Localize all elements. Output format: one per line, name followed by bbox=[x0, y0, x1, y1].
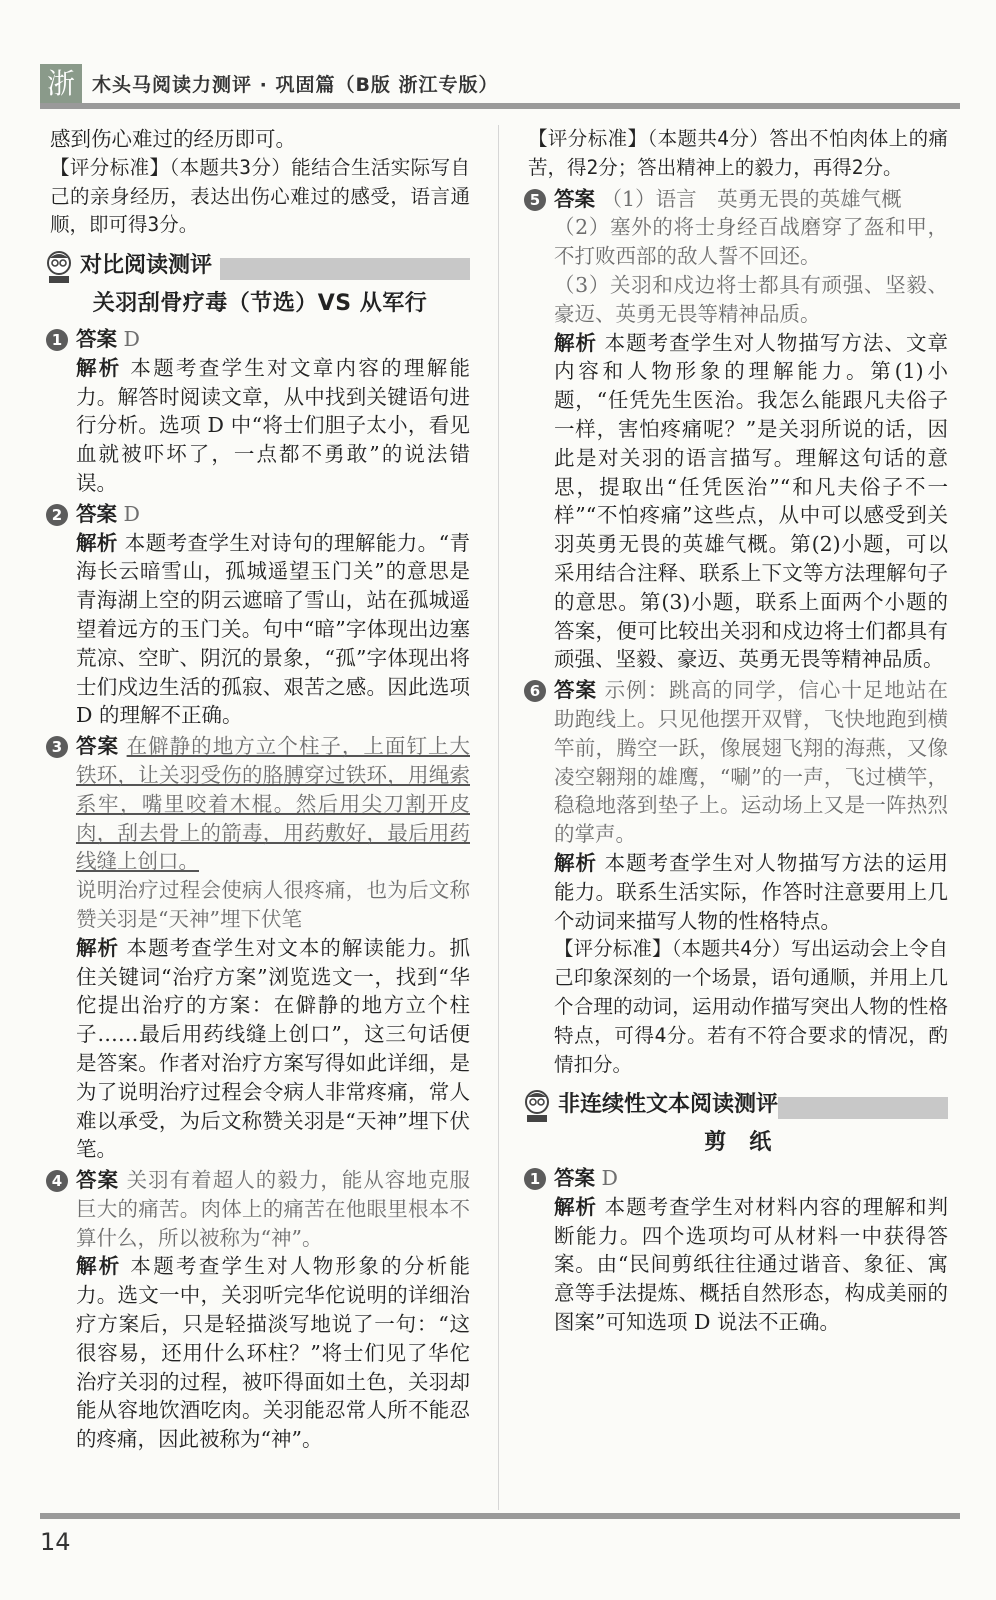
question-6 bbox=[528, 676, 948, 1079]
question-4 bbox=[50, 1166, 470, 1454]
reader-icon bbox=[522, 1089, 552, 1123]
intro-criteria: 【评分标准】（本题共3分）能结合生活实际写自己的亲身经历，表达出伤心难过的感受，语言通顺，即可得3分。 bbox=[50, 155, 470, 237]
page-number: 14 bbox=[40, 1528, 71, 1556]
page-header bbox=[40, 64, 960, 104]
article-subtitle: 关羽刮骨疗毒（节选）VS 从军行 bbox=[92, 291, 428, 317]
section-comparative-reading bbox=[50, 248, 470, 288]
answer-label: 答案 bbox=[76, 501, 117, 526]
header-title: 木头马阅读力测评 · 巩固篇（B版 浙江专版） bbox=[92, 74, 499, 96]
left-column bbox=[50, 125, 470, 1454]
column-divider bbox=[498, 125, 499, 1510]
intro-text: 感到伤心难过的经历即可。 bbox=[50, 127, 296, 151]
analysis-label: 解析 bbox=[76, 355, 122, 380]
answer-label: 答案 bbox=[76, 1168, 120, 1193]
answer-text: 关羽有着超人的毅力，能从容地克服巨大的痛苦。肉体上的痛苦在他眼里根本不算什么，所以被称为“神”。 bbox=[76, 1168, 470, 1250]
analysis-text: 本题考查学生对文章内容的理解能力。解答时阅读文章，从中找到关键语句进行分析。选项 D 中“将士们胆子太小，看见血就被吓坏了，一点都不勇敢”的说法错误。 bbox=[76, 355, 470, 495]
question-number: 4 bbox=[46, 1170, 68, 1192]
answer-text: D bbox=[601, 1166, 618, 1191]
header-badge: 浙 bbox=[40, 64, 82, 104]
analysis-label: 解析 bbox=[76, 530, 118, 555]
answer-label: 答案 bbox=[554, 186, 595, 211]
analysis-label: 解析 bbox=[76, 935, 120, 960]
answer-underlined-text: 在僻静的地方立个柱子，上面钉上大铁环，让关羽受伤的胳膊穿过铁环，用绳索系牢，嘴里咬着木棍。然后用尖刀割开皮肉，刮去骨上的箭毒，用药敷好，最后用药线缝上创口。 bbox=[76, 734, 470, 874]
analysis-label: 解析 bbox=[554, 850, 598, 875]
answer-label: 答案 bbox=[76, 734, 120, 759]
answer-label: 答案 bbox=[76, 326, 117, 351]
analysis-text: 本题考查学生对人物描写方法的运用能力。联系生活实际，作答时注意要用上几个动词来描写人物的性格特点。 bbox=[554, 850, 948, 933]
answer-text: 示例：跳高的同学，信心十足地站在助跑线上。只见他摆开双臂，飞快地跑到横竿前，腾空一跃，像展翅飞翔的海燕，又像凌空翱翔的雄鹰，“唰”的一声，飞过横竿，稳稳地落到垫子上。运动场上又是一阵热烈的掌声。 bbox=[554, 678, 948, 847]
section-title: 非连续性文本阅读测评 bbox=[558, 1091, 784, 1120]
question-5 bbox=[528, 185, 948, 675]
section-noncontinuous-reading bbox=[528, 1087, 948, 1127]
analysis-label: 解析 bbox=[554, 330, 598, 355]
answer-text-1: （1）语言 英勇无畏的英雄气概 bbox=[601, 186, 902, 211]
answer-label: 答案 bbox=[554, 678, 598, 703]
header-rule bbox=[40, 103, 960, 109]
answer-text: 说明治疗过程会使病人很疼痛，也为后文称赞关羽是“天神”埋下伏笔 bbox=[76, 878, 470, 931]
question-1-papercut bbox=[528, 1164, 948, 1337]
q4-criteria: 【评分标准】（本题共4分）答出不怕肉体上的痛苦，得2分；答出精神上的毅力，再得2分。 bbox=[528, 127, 948, 179]
question-number: 3 bbox=[46, 736, 68, 758]
question-number: 1 bbox=[46, 329, 68, 351]
section-title: 对比阅读测评 bbox=[80, 252, 218, 281]
question-1 bbox=[50, 325, 470, 498]
section-bar bbox=[778, 1097, 948, 1119]
article-subtitle: 剪 纸 bbox=[704, 1130, 772, 1156]
question-number: 6 bbox=[524, 680, 546, 702]
answer-text: D bbox=[123, 326, 140, 351]
answer-text-2: （2）塞外的将士身经百战磨穿了盔和甲，不打败西部的敌人誓不回还。 bbox=[554, 215, 948, 269]
question-number: 2 bbox=[46, 504, 68, 526]
analysis-text: 本题考查学生对材料内容的理解和判断能力。四个选项均可从材料一中获得答案。由“民间剪纸往往通过谐音、象征、寓意等手法提炼、概括自然形态，构成美丽的图案”可知选项 D 说法不正确。 bbox=[554, 1194, 948, 1335]
analysis-text: 本题考查学生对人物形象的分析能力。选文一中，关羽听完华佗说明的详细治疗方案后，只是轻描淡写地说了一句：“这很容易，还用什么环柱？”将士们见了华佗治疗关羽的过程，被吓得面如土色，关羽却能从容地饮酒吃肉。关羽能忍常人所不能忍的疼痛，因此被称为“神”。 bbox=[76, 1254, 470, 1452]
question-3 bbox=[50, 732, 470, 1164]
question-number: 5 bbox=[524, 189, 546, 211]
question-2 bbox=[50, 500, 470, 730]
analysis-text: 本题考查学生对人物描写方法、文章内容和人物形象的理解能力。第(1)小题，“任凭先生医治。我怎么能跟凡夫俗子一样，害怕疼痛呢？”是关羽所说的话，因此是对关羽的语言描写。理解这句话的意思，提取出“任凭医治”“和凡夫俗子不一样”“不怕疼痛”这些点，从中可以感受到关羽英勇无畏的英雄气概。第(2)小题，可以采用结合注释、联系上下文等方法理解句子的意思。第(3)小题，联系上面两个小题的答案，便可比较出关羽和戍边将士们都具有顽强、坚毅、豪迈、英勇无畏等精神品质。 bbox=[554, 330, 948, 672]
analysis-label: 解析 bbox=[554, 1194, 598, 1219]
section-bar bbox=[220, 258, 470, 280]
answer-text-3: （3）关羽和戍边将士都具有顽强、坚毅、豪迈、英勇无畏等精神品质。 bbox=[554, 272, 948, 326]
analysis-text: 本题考查学生对文本的解读能力。抓住关键词“治疗方案”浏览选文一，找到“华佗提出治疗的方案：在僻静的地方立个柱子……最后用药线缝上创口”，这三句话便是答案。作者对治疗方案写得如此详细，是为了说明治疗过程会令病人非常疼痛，常人难以承受，为后文称赞关羽是“天神”埋下伏笔。 bbox=[76, 935, 470, 1162]
footer-rule bbox=[40, 1513, 960, 1519]
q6-criteria: 【评分标准】（本题共4分）写出运动会上令自己印象深刻的一个场景，语句通顺，并用上几个合理的动词，运用动作描写突出人物的性格特点，可得4分。若有不符合要求的情况，酌情扣分。 bbox=[554, 937, 948, 1076]
question-number: 1 bbox=[524, 1168, 546, 1190]
answer-label: 答案 bbox=[554, 1166, 595, 1191]
right-column bbox=[528, 125, 948, 1337]
analysis-text: 本题考查学生对诗句的理解能力。“青海长云暗雪山，孤城遥望玉门关”的意思是青海湖上空的阴云遮暗了雪山，站在孤城遥望着远方的玉门关。句中“暗”字体现出边塞荒凉、空旷、阴沉的景象，“孤”字体现出将士们戍边生活的孤寂、艰苦之感。因此选项 D 的理解不正确。 bbox=[76, 530, 470, 728]
answer-text: D bbox=[123, 501, 140, 526]
reader-icon bbox=[44, 250, 74, 284]
analysis-label: 解析 bbox=[76, 1254, 122, 1279]
